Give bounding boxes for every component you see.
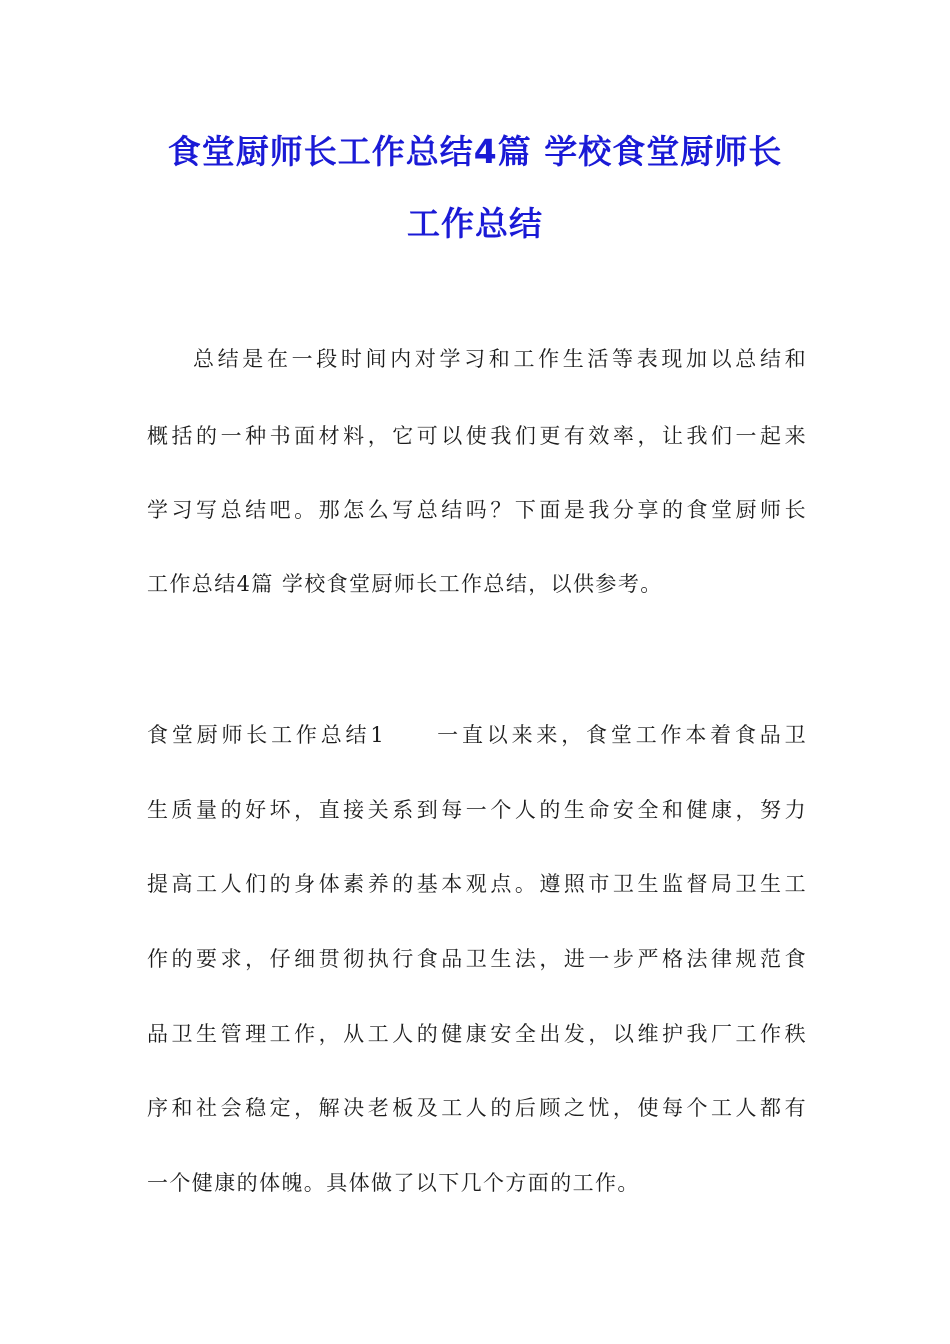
section1-line-2: 生质量的好坏，直接关系到每一个人的生命安全和健康，努力 (147, 798, 807, 822)
section1-line-1: 食堂厨师长工作总结1 一直以来来，食堂工作本着食品卫 (147, 723, 807, 747)
intro-line-1: 总结是在一段时间内对学习和工作生活等表现加以总结和 (193, 347, 807, 371)
section1-line-5: 品卫生管理工作，从工人的健康安全出发，以维护我厂工作秩 (147, 1022, 807, 1046)
section1-line-6: 序和社会稳定，解决老板及工人的后顾之忧，使每个工人都有 (147, 1096, 807, 1120)
intro-line-4: 工作总结4篇 学校食堂厨师长工作总结，以供参考。 (147, 572, 663, 596)
section1-line-7: 一个健康的体魄。具体做了以下几个方面的工作。 (147, 1171, 640, 1195)
intro-line-3: 学习写总结吧。那怎么写总结吗？下面是我分享的食堂厨师长 (147, 498, 807, 522)
document-title-line-2: 工作总结 (407, 204, 543, 243)
section1-line-3: 提高工人们的身体素养的基本观点。遵照市卫生监督局卫生工 (147, 872, 807, 896)
section1-line-4: 作的要求，仔细贯彻执行食品卫生法，进一步严格法律规范食 (147, 947, 807, 971)
intro-line-2: 概括的一种书面材料，它可以使我们更有效率，让我们一起来 (147, 424, 807, 448)
document-title-line-1: 食堂厨师长工作总结4篇 学校食堂厨师长 (167, 132, 783, 171)
